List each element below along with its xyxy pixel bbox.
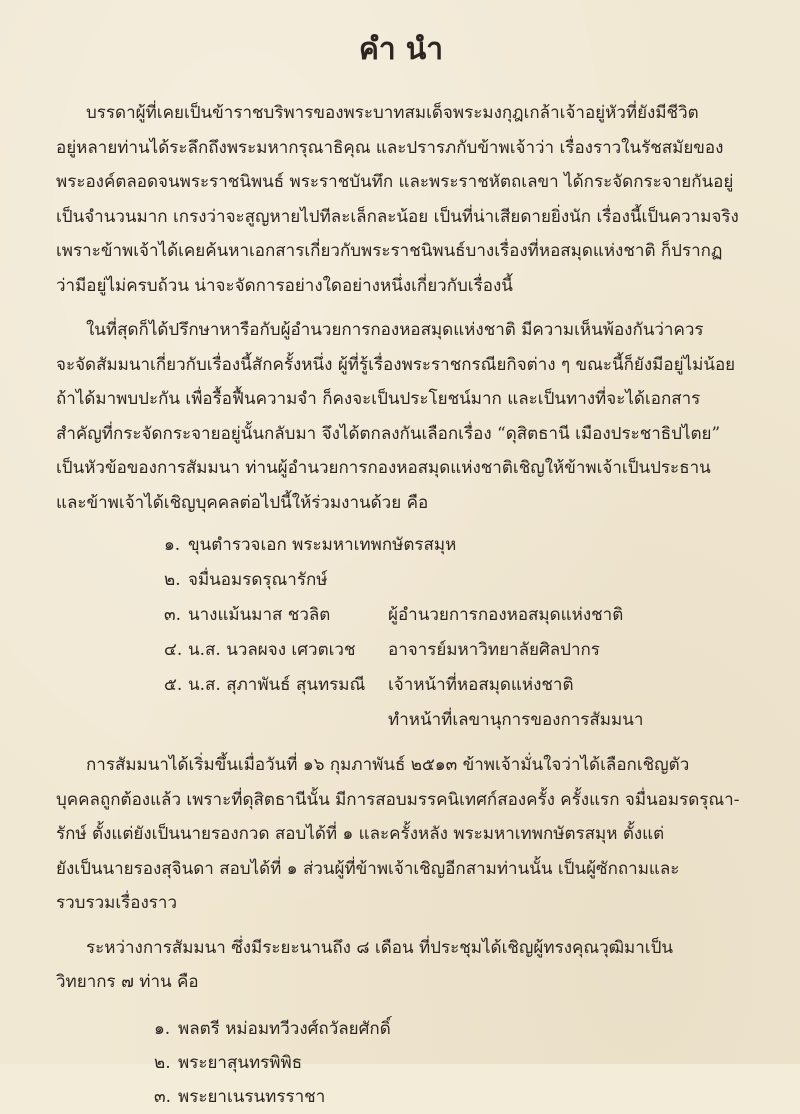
member-name: ขุนตำรวจเอก พระมหาเทพกษัตรสมุห [188, 535, 457, 555]
list-item [56, 1080, 756, 1114]
member-role [388, 563, 756, 598]
speaker-name: พลตรี หม่อมทวีวงศ์ถวัลยศักดิ์ [178, 1018, 391, 1039]
list-item-continuation [56, 703, 756, 738]
text-line: วิทยากร ๗ ท่าน คือ [56, 972, 199, 992]
text-line: เพราะข้าพเจ้าได้เคยค้นหาเอกสารเกี่ยวกับพระราชนิพนธ์บางเรื่องที่หอสมุดแห่งชาติ ก็ปรากฏ [56, 241, 723, 261]
text-line: รักษ์ ตั้งแต่ยังเป็นนายรองกวด สอบได้ที่ ๑ และครั้งหลัง พระมหาเทพกษัตรสมุห ตั้งแต่ [56, 824, 665, 844]
item-number: ๑. [164, 535, 181, 555]
paragraph-consultation [56, 313, 756, 520]
text-line: ถ้าได้มาพบปะกัน เพื่อรื้อฟื้นความจำ ก็คงจะเป็นประโยชน์มาก และเป็นทางที่จะได้เอกสาร [56, 389, 701, 409]
text-line: บุคคลถูกต้องแล้ว เพราะที่ดุสิตธานีนั้น มีการสอบมรรคนิเทศก์สองครั้ง ครั้งแรก จมื่นอมรดรุณา- [56, 789, 740, 810]
text-line: บรรดาผู้ที่เคยเป็นข้าราชบริพารของพระบาทสมเด็จพระมงกุฎเกล้าเจ้าอยู่หัวที่ยังมีชีวิต [86, 103, 699, 123]
page-title: คำนำ [358, 32, 454, 67]
list-item [56, 528, 756, 563]
text-line: ระหว่างการสัมมนา ซึ่งมีระยะนานถึง ๘ เดือน ที่ประชุมได้เชิญผู้ทรงคุณวุฒิมาเป็น [86, 937, 674, 958]
item-number: ๒. [154, 1052, 171, 1073]
list-item [56, 1046, 756, 1080]
text-line: รวบรวมเรื่องราว [56, 893, 178, 913]
text-line: ว่ามีอยู่ไม่ครบถ้วน น่าจะจัดการอย่างใดอย่างหนึ่งเกี่ยวกับเรื่องนี้ [56, 275, 513, 296]
speakers-list [56, 1012, 756, 1114]
text-line: สำคัญที่กระจัดกระจายอยู่นั้นกลับมา จึงได้ตกลงกันเลือกเรื่อง “ดุสิตธานี เมืองประชาธิปไตย” [56, 423, 721, 444]
list-item [56, 563, 756, 598]
list-item [56, 1012, 756, 1046]
member-role: ผู้อำนวยการกองหอสมุดแห่งชาติ [388, 605, 624, 625]
paragraph-seminar-start [56, 748, 756, 921]
member-name: นางแม้นมาส ชวลิต [188, 605, 331, 625]
list-item [56, 668, 756, 703]
list-item [56, 598, 756, 633]
text-line: อยู่หลายท่านได้ระลึกถึงพระมหากรุณาธิคุณ และปรารภกับข้าพเจ้าว่า เรื่องราวในรัชสมัยของ [56, 137, 724, 158]
member-role [388, 528, 756, 563]
list-item [56, 633, 756, 668]
member-name: จมื่นอมรดรุณารักษ์ [188, 570, 328, 590]
member-name: น.ส. สุภาพันธ์ สุนทรมณี [188, 675, 366, 695]
text-line: เป็นจำนวนมาก เกรงว่าจะสูญหายไปทีละเล็กละน้อย เป็นที่น่าเสียดายยิ่งนัก เรื่องนี้เป็นความจริง [56, 206, 739, 227]
paragraph-speakers-intro [56, 931, 756, 1000]
text-line: ยังเป็นนายรองสุจินดา สอบได้ที่ ๑ ส่วนผู้ที่ข้าพเจ้าเชิญอีกสามท่านนั้น เป็นผู้ซักถามและ [56, 858, 680, 879]
speaker-name: พระยาสุนทรพิพิธ [178, 1052, 303, 1073]
item-number: ๔. [164, 640, 183, 660]
text-line: พระองค์ตลอดจนพระราชนิพนธ์ พระราชบันทึก และพระราชหัตถเลขา ได้กระจัดกระจายกันอยู่ [56, 172, 734, 192]
text-line: การสัมมนาได้เริ่มขึ้นเมื่อวันที่ ๑๖ กุมภาพันธ์ ๒๕๑๓ ข้าพเจ้ามั่นใจว่าได้เลือกเชิญตัว [86, 755, 690, 775]
item-number: ๕. [164, 675, 183, 695]
item-number: ๒. [164, 570, 181, 590]
member-role: เจ้าหน้าที่หอสมุดแห่งชาติ [388, 675, 574, 695]
member-role-secondary: ทำหน้าที่เลขานุการของการสัมมนา [388, 710, 644, 730]
paragraph-intro [56, 96, 756, 303]
item-number: ๑. [154, 1018, 171, 1039]
text-line: จะจัดสัมมนาเกี่ยวกับเรื่องนี้สักครั้งหนึ่ง ผู้ที่รู้เรื่องพระราชกรณียกิจต่าง ๆ ขณะนี้ก็ยังมีอยู่ไม่น้อย [56, 354, 736, 375]
item-number: ๓. [154, 1086, 172, 1107]
text-line: เป็นหัวข้อของการสัมมนา ท่านผู้อำนวยการกองหอสมุดแห่งชาติเชิญให้ข้าพเจ้าเป็นประธาน [56, 458, 711, 478]
text-line: และข้าพเจ้าได้เชิญบุคคลต่อไปนี้ให้ร่วมงานด้วย คือ [56, 492, 429, 513]
committee-list [56, 528, 756, 738]
member-role: อาจารย์มหาวิทยาลัยศิลปากร [388, 640, 600, 660]
text-line: ในที่สุดก็ได้ปรึกษาหารือกับผู้อำนวยการกองหอสมุดแห่งชาติ มีความเห็นพ้องกันว่าควร [86, 320, 704, 340]
item-number: ๓. [164, 605, 182, 625]
member-name: น.ส. นวลผจง เศวตเวช [188, 640, 356, 660]
speaker-name: พระยาเนรนทรราชา [178, 1086, 326, 1107]
